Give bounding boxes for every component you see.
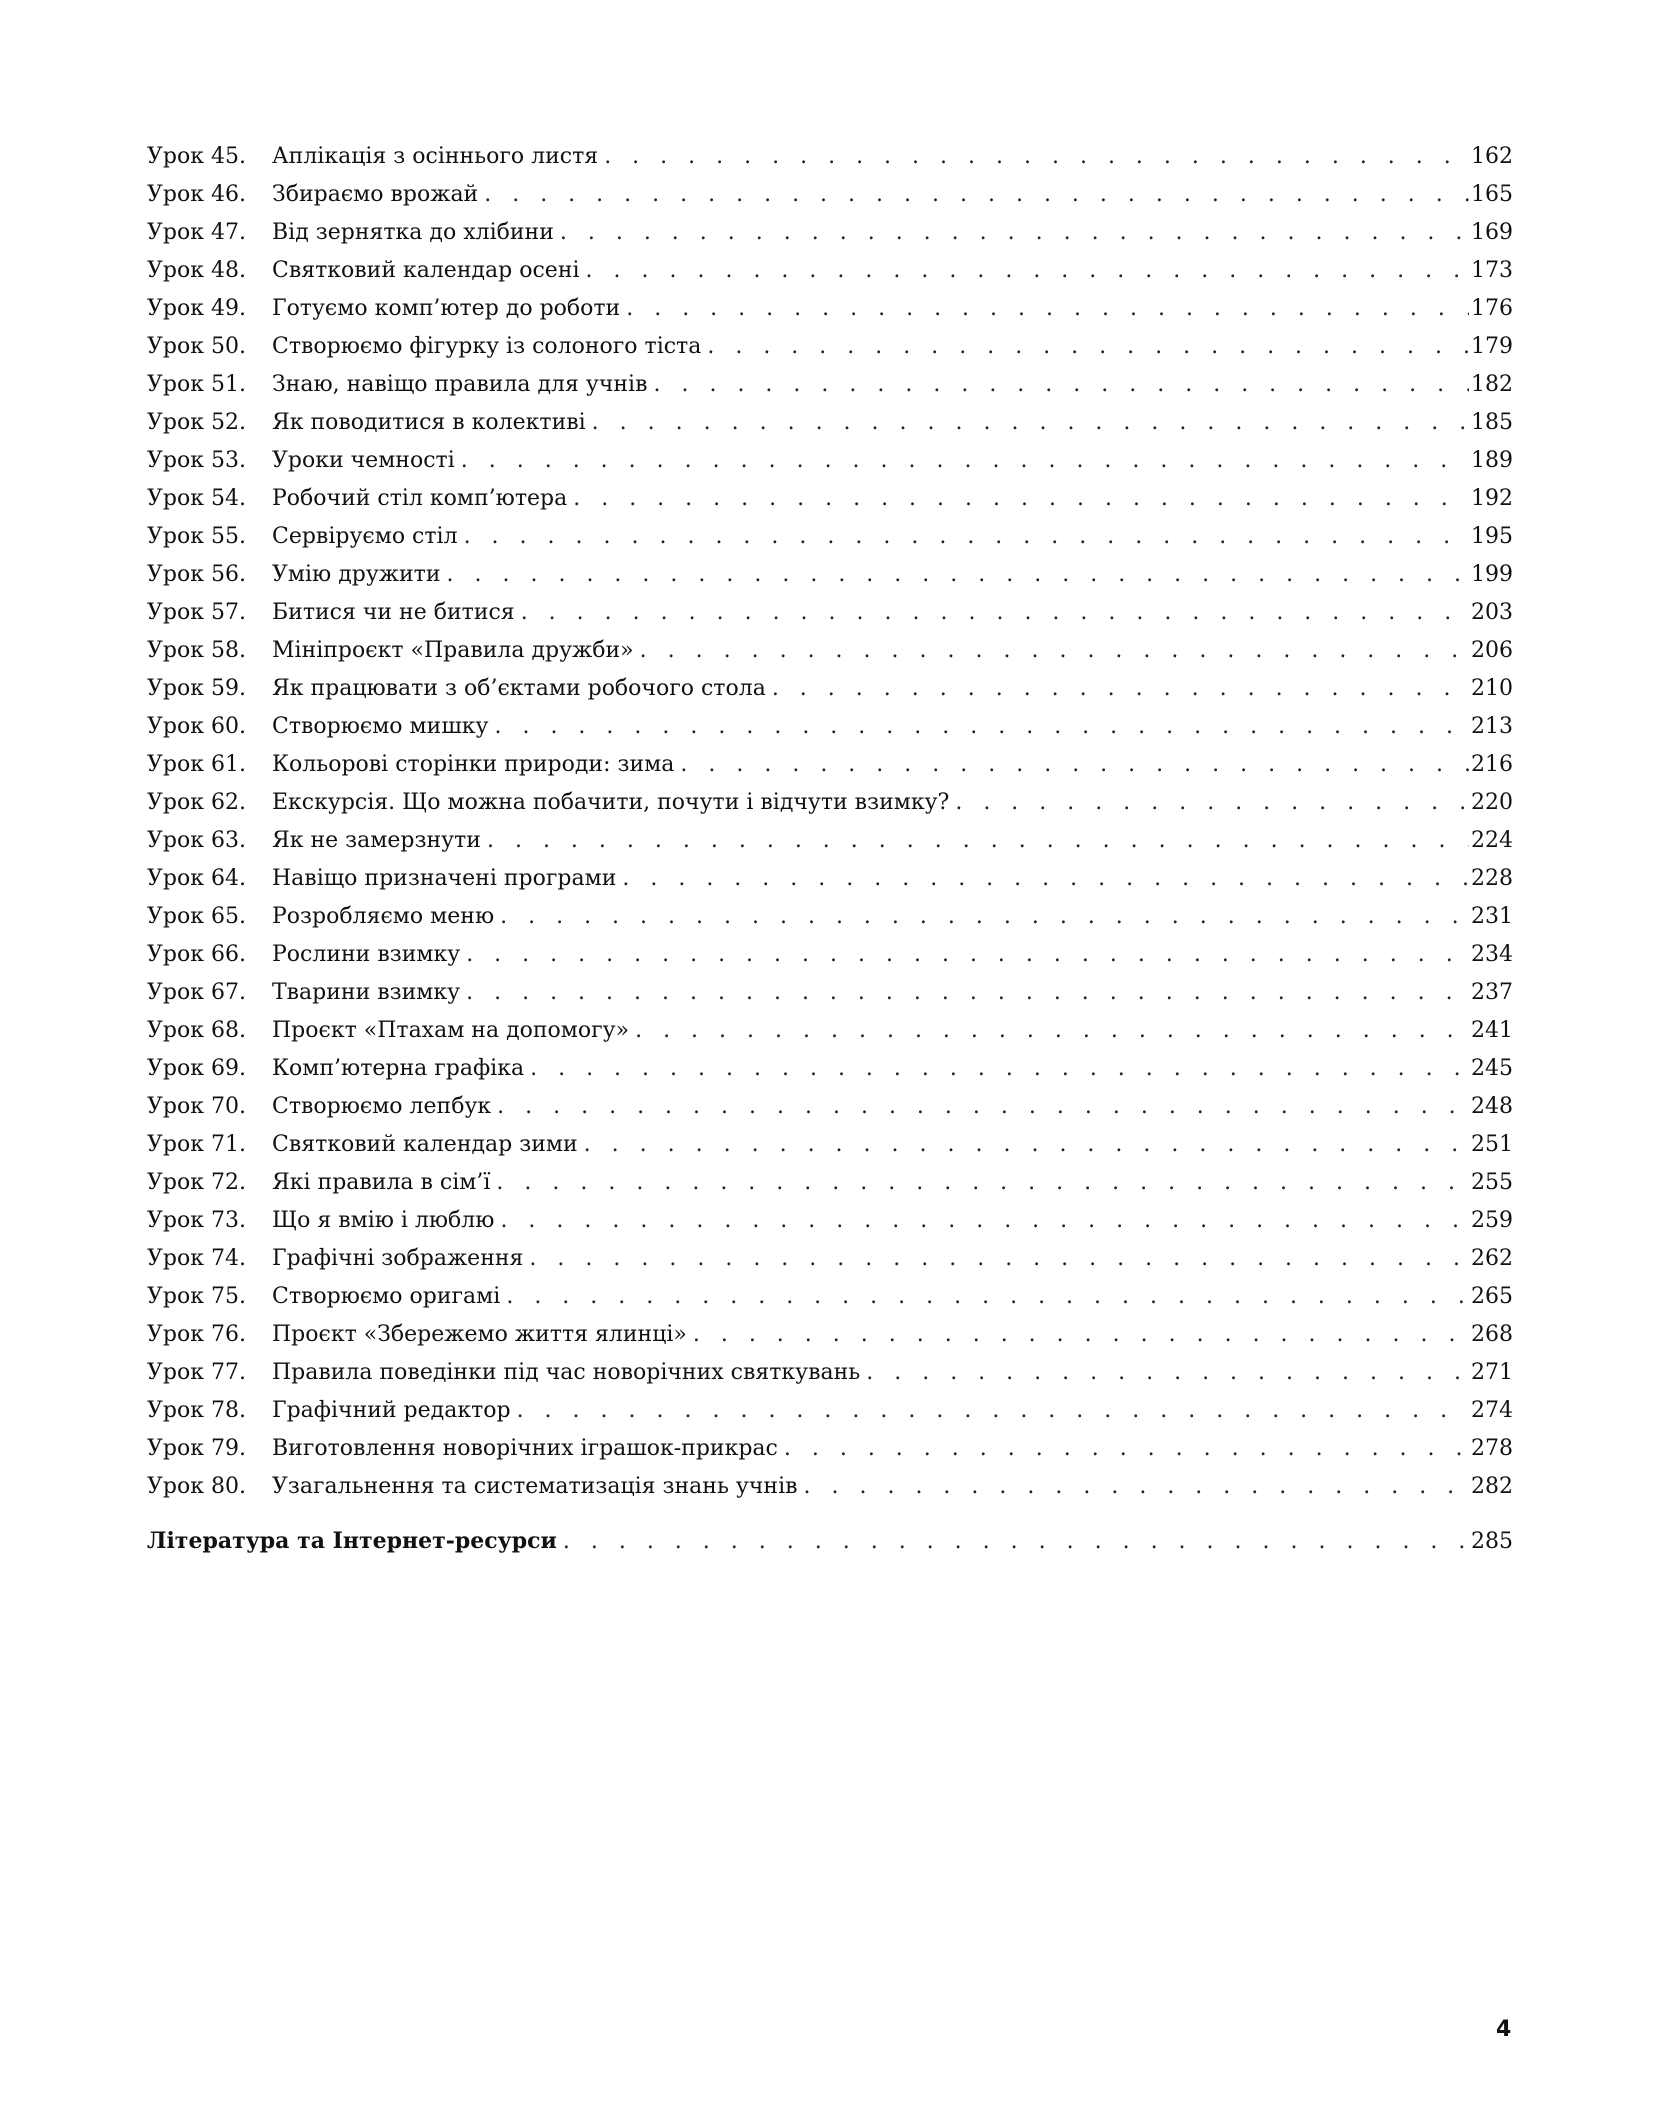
lesson-page: 203 (1471, 600, 1513, 625)
lesson-number: Урок 45. (147, 144, 246, 169)
lesson-title: Сервіруємо стіл (272, 524, 458, 549)
dot-leader (478, 176, 1469, 214)
toc-row (147, 1050, 1513, 1088)
toc-row (147, 1430, 1513, 1468)
toc-row (147, 1354, 1513, 1392)
lesson-page: 165 (1471, 182, 1513, 207)
lesson-number: Урок 60. (147, 714, 246, 739)
toc-row (147, 556, 1513, 594)
dot-leader (481, 822, 1469, 860)
lesson-title: Комп’ютерна графіка (272, 1056, 525, 1081)
toc-row (147, 784, 1513, 822)
lesson-title: Розробляємо меню (272, 904, 495, 929)
toc-row (147, 1202, 1513, 1240)
lesson-number: Урок 71. (147, 1132, 246, 1157)
toc-row (147, 974, 1513, 1012)
lesson-title: Екскурсія. Що можна побачити, почути і відчути взимку? (272, 790, 950, 815)
dot-leader (554, 214, 1469, 252)
lesson-number: Урок 55. (147, 524, 246, 549)
toc-row (147, 670, 1513, 708)
toc-row (147, 442, 1513, 480)
toc-row (147, 138, 1513, 176)
lesson-number: Урок 76. (147, 1322, 246, 1347)
dot-leader (629, 1012, 1469, 1050)
toc-row (147, 594, 1513, 632)
lesson-number: Урок 67. (147, 980, 246, 1005)
lesson-title: Уроки чемності (272, 448, 455, 473)
literature-page: 285 (1471, 1529, 1513, 1554)
lesson-page: 282 (1471, 1474, 1513, 1499)
lesson-page: 199 (1471, 562, 1513, 587)
lesson-page: 224 (1471, 828, 1513, 853)
toc-lessons (147, 138, 1513, 1506)
page-number: 4 (1496, 2017, 1512, 2042)
dot-leader (687, 1316, 1469, 1354)
dot-leader (494, 898, 1469, 936)
dot-leader (491, 1088, 1469, 1126)
lesson-number: Урок 79. (147, 1436, 246, 1461)
dot-leader (580, 252, 1469, 290)
lesson-number: Урок 64. (147, 866, 246, 891)
lesson-page: 245 (1471, 1056, 1513, 1081)
dot-leader (674, 746, 1469, 784)
lesson-page: 182 (1471, 372, 1513, 397)
lesson-page: 210 (1471, 676, 1513, 701)
toc-row (147, 1392, 1513, 1430)
dot-leader (798, 1468, 1470, 1506)
toc-row (147, 1278, 1513, 1316)
lesson-title: Навіщо призначені програми (272, 866, 617, 891)
dot-leader (460, 936, 1469, 974)
lesson-page: 255 (1471, 1170, 1513, 1195)
toc-row (147, 1012, 1513, 1050)
dot-leader (523, 1240, 1469, 1278)
lesson-number: Урок 74. (147, 1246, 246, 1271)
lesson-title: Святковий календар зими (272, 1132, 578, 1157)
lesson-page: 189 (1471, 448, 1513, 473)
lesson-number: Урок 52. (147, 410, 246, 435)
lesson-title: Як не замерзнути (272, 828, 481, 853)
dot-leader (598, 138, 1469, 176)
dot-leader (441, 556, 1469, 594)
toc-row (147, 518, 1513, 556)
lesson-title: Робочий стіл комп’ютера (272, 486, 568, 511)
dot-leader (557, 1523, 1469, 1560)
toc-row (147, 936, 1513, 974)
toc-row (147, 860, 1513, 898)
lesson-page: 195 (1471, 524, 1513, 549)
lesson-page: 192 (1471, 486, 1513, 511)
lesson-page: 216 (1471, 752, 1513, 777)
lesson-page: 237 (1471, 980, 1513, 1005)
toc-row (147, 404, 1513, 442)
dot-leader (511, 1392, 1469, 1430)
literature-title: Література та Інтернет-ресурси (147, 1528, 557, 1554)
lesson-title: Рослини взимку (272, 942, 461, 967)
lesson-title: Проєкт «Збережемо життя ялинці» (272, 1322, 687, 1347)
dot-leader (634, 632, 1469, 670)
lesson-title: Графічні зображення (272, 1246, 524, 1271)
toc-row (147, 252, 1513, 290)
lesson-number: Урок 78. (147, 1398, 246, 1423)
lesson-number: Урок 57. (147, 600, 246, 625)
lesson-number: Урок 47. (147, 220, 246, 245)
lesson-page: 228 (1471, 866, 1513, 891)
lesson-title: Виготовлення новорічних іграшок-прикрас (272, 1436, 778, 1461)
dot-leader (647, 366, 1469, 404)
toc-row (147, 1126, 1513, 1164)
toc-row (147, 1468, 1513, 1506)
toc-row (147, 366, 1513, 404)
dot-leader (778, 1430, 1469, 1468)
lesson-title: Умію дружити (272, 562, 441, 587)
lesson-page: 265 (1471, 1284, 1513, 1309)
lesson-number: Урок 59. (147, 676, 246, 701)
lesson-page: 278 (1471, 1436, 1513, 1461)
lesson-page: 251 (1471, 1132, 1513, 1157)
lesson-title: Знаю, навіщо правила для учнів (272, 372, 648, 397)
lesson-page: 169 (1471, 220, 1513, 245)
lesson-number: Урок 49. (147, 296, 246, 321)
dot-leader (460, 974, 1469, 1012)
lesson-number: Урок 68. (147, 1018, 246, 1043)
lesson-page: 220 (1471, 790, 1513, 815)
lesson-title: Створюємо мишку (272, 714, 489, 739)
dot-leader (515, 594, 1469, 632)
lesson-number: Урок 73. (147, 1208, 246, 1233)
dot-leader (458, 518, 1469, 556)
toc-row (147, 1164, 1513, 1202)
lesson-page: 268 (1471, 1322, 1513, 1347)
lesson-number: Урок 80. (147, 1474, 246, 1499)
lesson-page: 179 (1471, 334, 1513, 359)
toc-row (147, 290, 1513, 328)
lesson-page: 213 (1471, 714, 1513, 739)
dot-leader (494, 1202, 1469, 1240)
lesson-title: Узагальнення та систематизація знань учнів (272, 1474, 798, 1499)
dot-leader (766, 670, 1469, 708)
lesson-number: Урок 69. (147, 1056, 246, 1081)
dot-leader (578, 1126, 1469, 1164)
lesson-title: Готуємо комп’ютер до роботи (272, 296, 621, 321)
lesson-number: Урок 58. (147, 638, 246, 663)
lesson-page: 248 (1471, 1094, 1513, 1119)
lesson-number: Урок 62. (147, 790, 246, 815)
toc-row (147, 1316, 1513, 1354)
toc-row (147, 822, 1513, 860)
lesson-page: 274 (1471, 1398, 1513, 1423)
lesson-title: Від зернятка до хлібини (272, 220, 554, 245)
lesson-page: 262 (1471, 1246, 1513, 1271)
lesson-page: 185 (1471, 410, 1513, 435)
lesson-title: Графічний редактор (272, 1398, 511, 1423)
lesson-page: 162 (1471, 144, 1513, 169)
toc-row (147, 214, 1513, 252)
lesson-title: Кольорові сторінки природи: зима (272, 752, 675, 777)
lesson-page: 234 (1471, 942, 1513, 967)
dot-leader (701, 328, 1469, 366)
toc-row (147, 328, 1513, 366)
lesson-page: 231 (1471, 904, 1513, 929)
dot-leader (567, 480, 1469, 518)
lesson-title: Створюємо лепбук (272, 1094, 492, 1119)
lesson-page: 271 (1471, 1360, 1513, 1385)
lesson-title: Як поводитися в колективі (272, 410, 586, 435)
lesson-page: 259 (1471, 1208, 1513, 1233)
toc-row (147, 176, 1513, 214)
lesson-title: Які правила в сім’ї (272, 1170, 491, 1195)
lesson-title: Проєкт «Птахам на допомогу» (272, 1018, 630, 1043)
lesson-number: Урок 46. (147, 182, 246, 207)
lesson-number: Урок 50. (147, 334, 246, 359)
dot-leader (860, 1354, 1469, 1392)
toc-row (147, 708, 1513, 746)
lesson-page: 241 (1471, 1018, 1513, 1043)
lesson-number: Урок 56. (147, 562, 246, 587)
lesson-title: Святковий календар осені (272, 258, 580, 283)
lesson-number: Урок 72. (147, 1170, 246, 1195)
dot-leader (616, 860, 1469, 898)
lesson-page: 173 (1471, 258, 1513, 283)
toc-row (147, 898, 1513, 936)
lesson-number: Урок 66. (147, 942, 246, 967)
toc-row (147, 1088, 1513, 1126)
toc-row-literature (147, 1522, 1513, 1560)
lesson-number: Урок 70. (147, 1094, 246, 1119)
dot-leader (488, 708, 1469, 746)
lesson-title: Що я вмію і люблю (272, 1208, 495, 1233)
dot-leader (949, 784, 1469, 822)
lesson-title: Битися чи не битися (272, 600, 515, 625)
lesson-number: Урок 48. (147, 258, 246, 283)
toc-row (147, 632, 1513, 670)
dot-leader (490, 1164, 1469, 1202)
lesson-number: Урок 77. (147, 1360, 246, 1385)
lesson-number: Урок 54. (147, 486, 246, 511)
lesson-title: Збираємо врожай (272, 182, 479, 207)
dot-leader (500, 1278, 1469, 1316)
dot-leader (620, 290, 1469, 328)
lesson-title: Мініпроєкт «Правила дружби» (272, 638, 634, 663)
lesson-title: Тварини взимку (272, 980, 461, 1005)
lesson-number: Урок 65. (147, 904, 246, 929)
lesson-title: Створюємо фігурку із солоного тіста (272, 334, 702, 359)
dot-leader (586, 404, 1469, 442)
lesson-title: Аплікація з осіннього листя (272, 144, 599, 169)
toc-row (147, 746, 1513, 784)
lesson-number: Урок 53. (147, 448, 246, 473)
lesson-number: Урок 63. (147, 828, 246, 853)
lesson-number: Урок 51. (147, 372, 246, 397)
toc-row (147, 1240, 1513, 1278)
dot-leader (455, 442, 1469, 480)
lesson-title: Як працювати з об’єктами робочого стола (272, 676, 766, 701)
lesson-title: Правила поведінки під час новорічних святкувань (272, 1360, 861, 1385)
lesson-page: 206 (1471, 638, 1513, 663)
lesson-page: 176 (1471, 296, 1513, 321)
lesson-number: Урок 75. (147, 1284, 246, 1309)
toc-row (147, 480, 1513, 518)
lesson-title: Створюємо оригамі (272, 1284, 501, 1309)
lesson-number: Урок 61. (147, 752, 246, 777)
dot-leader (524, 1050, 1469, 1088)
table-of-contents (147, 138, 1513, 1560)
